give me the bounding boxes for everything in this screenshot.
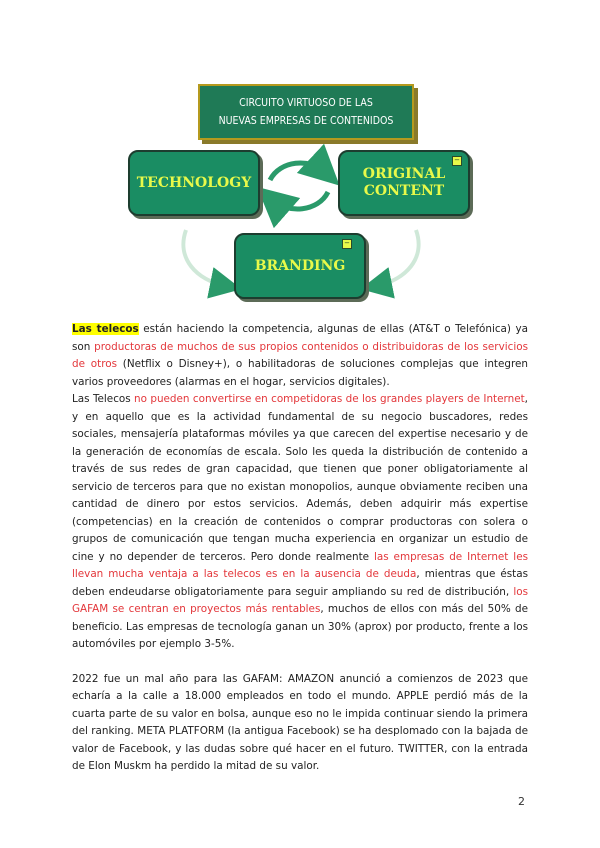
paragraph-2: 2022 fue un mal año para las GAFAM: AMAZON anunció a comienzos de 2023 que echaría a la calle a 18.000 empleados en todo el mundo. APPLE perdió más de la cuarta parte de su valor en bolsa, aunque eso no le impida continuar siendo la primera del ranking. META PLATFORM (la antigua Facebook) se ha desplomado con la bajada de valor de Facebook, y las dudas sobre qué hacer en el futuro. TWITTER, con la entrada de Elon Muskm ha perdido la mitad de su valor. [72,672,528,772]
diagram-title-line1: CIRCUITO VIRTUOSO DE LAS [239,97,373,109]
text-span: están haciendo la competencia, algunas de ellas (AT&T o Telefónica) ya son [72,323,528,353]
collapse-icon: − [342,239,352,249]
page-number: 2 [518,795,525,808]
red-text: no pueden convertirse en competidoras de los grandes players de Internet [134,393,525,405]
text-span: , muchos de ellos con más del 50% de beneficio. Las empresas de tecnología ganan un 30% (aprox) por producto, frente a los automóviles por ejemplo 3-5%. [72,603,528,650]
diagram-title-line2: NUEVAS EMPRESAS DE CONTENIDOS [218,115,394,127]
arrow-bottom-curve [272,192,328,209]
text-span: Las Telecos [72,393,135,405]
circuit-diagram [0,0,600,310]
node-branding-label: BRANDING [254,258,346,274]
body-text [72,321,528,776]
highlight-telecos: Las telecos [72,323,139,335]
text-span: , y en aquello que es la actividad fundamental de su negocio buscadores, redes sociales, mensajería plataformas móviles ya que carecen del expertise necesario y de la generación de economías de escala. Solo les queda la distribución de contenido a través de sus redes de gran capacidad, que tienen que poner obligatoriamente al servicio de terceros para que no existan monopolios, aunque obviamente reciben una cantidad de dinero por estos servicios. Además, deben adquirir más expertise (competencias) en la creación de contenidos o comprar productoras con solera o grupos de comunicación que tengan mucha experiencia en organizar un estudio de cine y no depender de terceros. Pero donde realmente [72,393,528,563]
diagram-title-box [198,84,414,140]
red-text: las empresas de Internet les llevan mucha ventaja a las telecos es en la ausencia de deuda [72,550,528,580]
red-text: productoras de muchos de sus propios contenidos o distribuidoras de los servicios de otros [72,340,528,370]
node-original-line1: ORIGINAL [362,166,446,182]
paragraph-1b [72,391,528,654]
node-original-content [338,150,470,216]
collapse-icon: − [452,156,462,166]
paragraph-1 [72,321,528,391]
node-technology [128,150,260,216]
node-original-line2: CONTENT [363,183,445,199]
text-span: (Netflix o Disney+), o habilitadoras de soluciones complejas que integren varios proveedores (alarmas en el hogar, servicios digitales). [72,358,528,388]
arrow-left-down [183,230,226,286]
arrow-top-curve [270,163,325,180]
node-technology-label: TECHNOLOGY [136,175,252,191]
arrow-right-down [376,230,419,286]
text-span: , mientras que éstas deben endeudarse obligatoriamente para seguir ampliando su red de distribución, [72,568,529,598]
red-text: los GAFAM se centran en proyectos más rentables [72,585,528,615]
